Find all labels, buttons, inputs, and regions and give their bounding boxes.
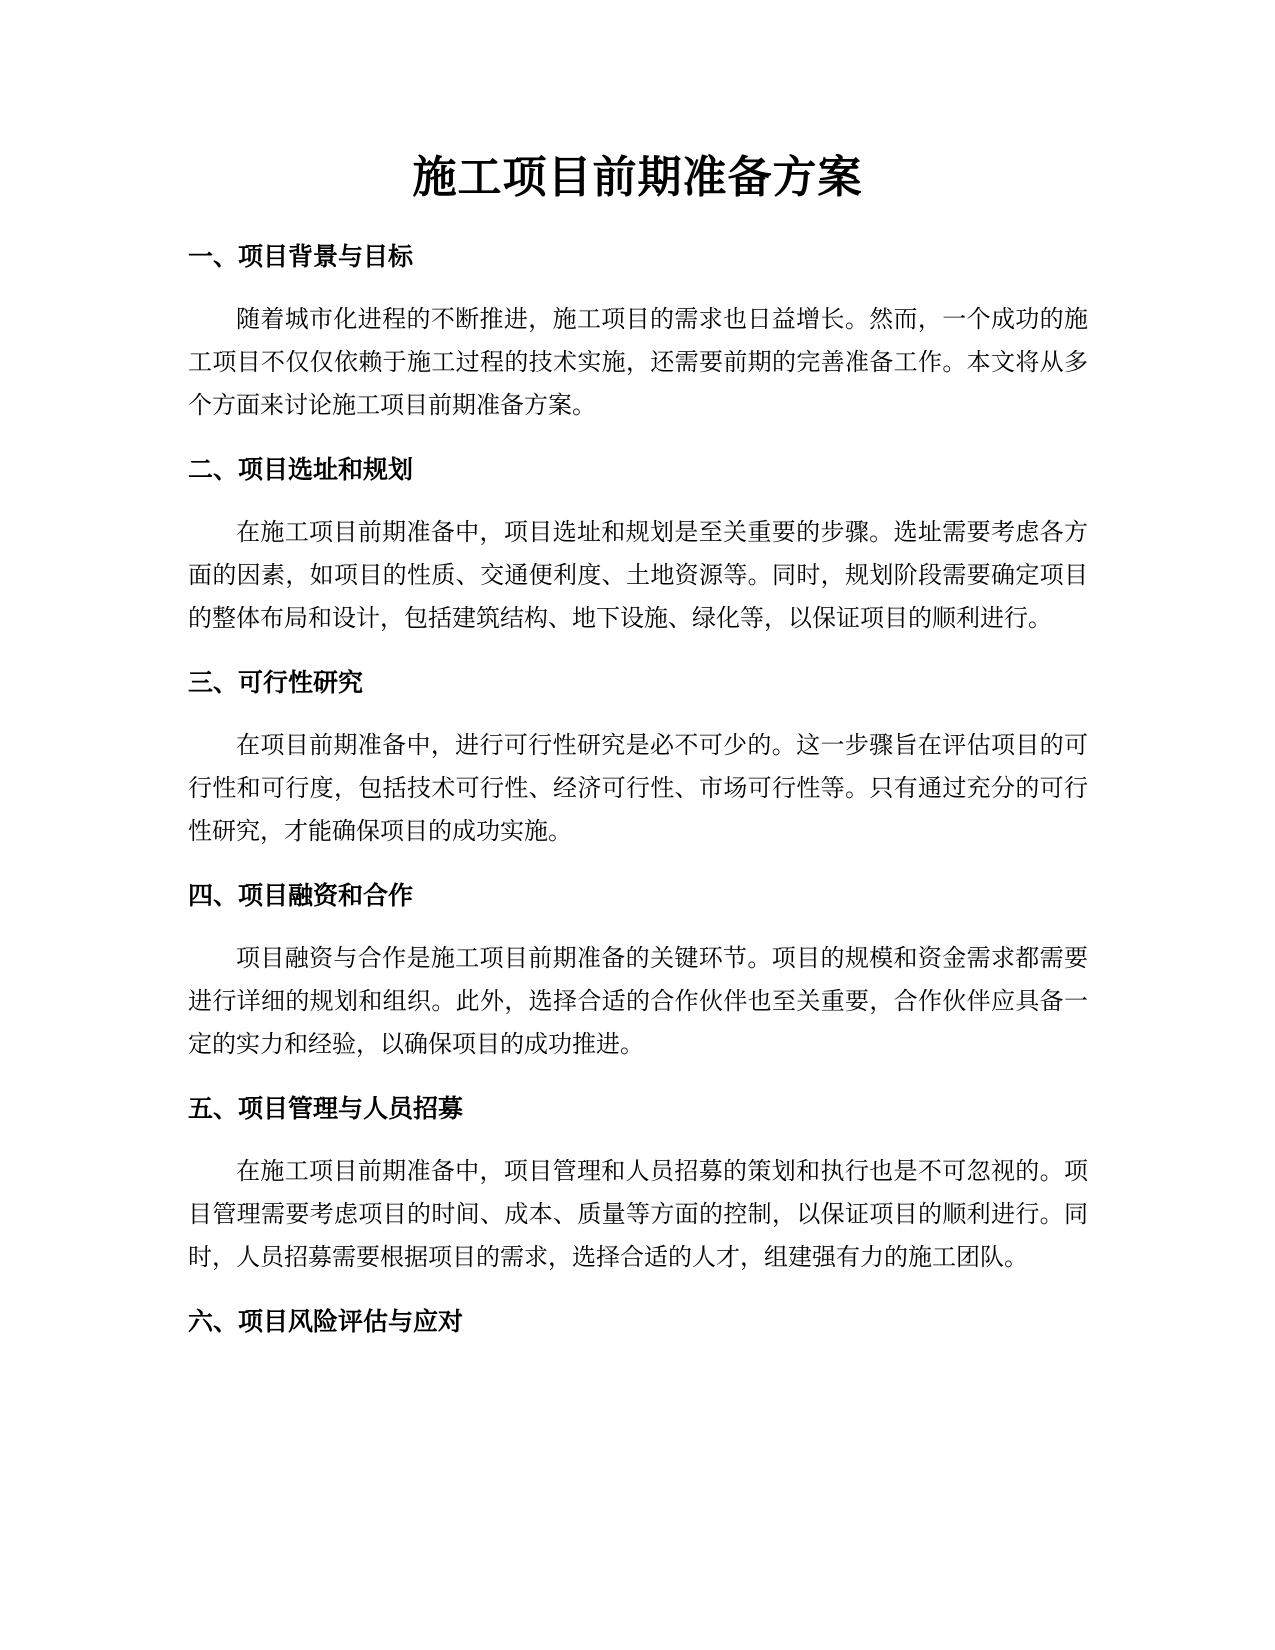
section-financing-cooperation bbox=[188, 879, 1088, 1066]
section-heading: 一、项目背景与目标 bbox=[188, 242, 414, 271]
document-title: 施工项目前期准备方案 bbox=[412, 152, 863, 203]
section-site-planning bbox=[188, 453, 1088, 640]
section-paragraph: 在项目前期准备中，进行可行性研究是必不可少的。这一步骤旨在评估项目的可行性和可行度，包括技术可行性、经济可行性、市场可行性等。只有通过充分的可行性研究，才能确保项目的成功实施。 bbox=[188, 731, 1088, 845]
document-content bbox=[188, 240, 1088, 1363]
section-paragraph: 在施工项目前期准备中，项目管理和人员招募的策划和执行也是不可忽视的。项目管理需要考虑项目的时间、成本、质量等方面的控制，以保证项目的顺利进行。同时，人员招募需要根据项目的需求，选择合适的人才，组建强有力的施工团队。 bbox=[188, 1157, 1088, 1271]
section-heading: 四、项目融资和合作 bbox=[188, 881, 414, 910]
section-paragraph: 在施工项目前期准备中，项目选址和规划是至关重要的步骤。选址需要考虑各方面的因素，如项目的性质、交通便利度、土地资源等。同时，规划阶段需要确定项目的整体布局和设计，包括建筑结构、地下设施、绿化等，以保证项目的顺利进行。 bbox=[188, 518, 1088, 632]
section-feasibility-study bbox=[188, 666, 1088, 853]
section-background-goals bbox=[188, 240, 1088, 427]
section-heading: 五、项目管理与人员招募 bbox=[188, 1094, 464, 1123]
section-heading: 六、项目风险评估与应对 bbox=[188, 1307, 464, 1336]
section-heading: 三、可行性研究 bbox=[188, 668, 364, 697]
section-risk-assessment bbox=[188, 1305, 1088, 1339]
section-heading: 二、项目选址和规划 bbox=[188, 455, 414, 484]
section-management-recruitment bbox=[188, 1092, 1088, 1279]
section-paragraph: 项目融资与合作是施工项目前期准备的关键环节。项目的规模和资金需求都需要进行详细的规划和组织。此外，选择合适的合作伙伴也至关重要，合作伙伴应具备一定的实力和经验，以确保项目的成功推进。 bbox=[188, 944, 1088, 1058]
section-paragraph: 随着城市化进程的不断推进，施工项目的需求也日益增长。然而，一个成功的施工项目不仅仅依赖于施工过程的技术实施，还需要前期的完善准备工作。本文将从多个方面来讨论施工项目前期准备方案。 bbox=[188, 305, 1088, 419]
